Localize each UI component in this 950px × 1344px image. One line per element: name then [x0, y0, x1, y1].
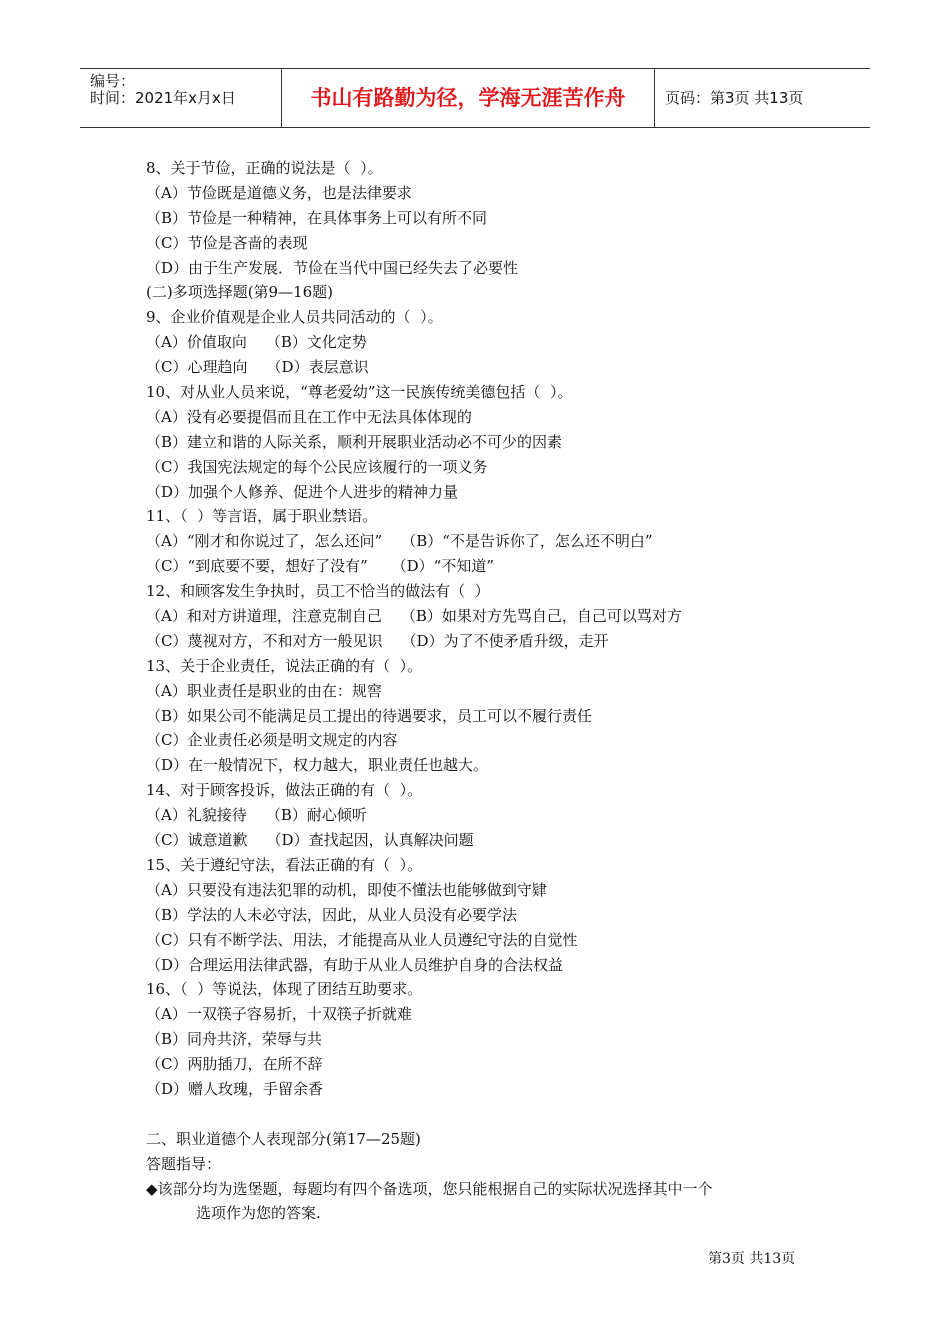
blank-line	[146, 1102, 846, 1127]
option-text: （C）企业责任必须是明文规定的内容	[146, 731, 398, 750]
question-text: 13、关于企业责任，说法正确的有（ ）。	[146, 656, 423, 675]
question-text: 16、（ ）等说法，体现了团结互助要求。	[146, 980, 423, 999]
option-text: （B）建立和谐的人际关系，顺利开展职业活动必不可少的因素	[146, 432, 563, 451]
document-body	[146, 156, 846, 1226]
option-text: （C）心理趋向 （D）表层意识	[146, 358, 369, 377]
option-text: （C）诚意道歉 （D）查找起因，认真解决问题	[146, 831, 474, 850]
question-text: 14、对于顾客投诉，做法正确的有（ ）。	[146, 781, 423, 800]
option-text: （A）价值取向 （B）文化定势	[146, 333, 367, 352]
question-text: 9、企业价值观是企业人员共同活动的（ ）。	[146, 308, 443, 327]
option-text: （B）同舟共济，荣辱与共	[146, 1030, 323, 1049]
option-text: （B）学法的人未必守法，因此，从业人员没有必要学法	[146, 905, 518, 924]
option-text: （D）由于生产发展．节俭在当代中国已经失去了必要性	[146, 258, 519, 277]
header-motto: 书山有路勤为径，学海无涯苦作舟	[281, 69, 655, 128]
question-text: 11、（ ）等言语，属于职业禁语。	[146, 507, 378, 526]
option-text: （A）只要没有违法犯罪的动机，即使不懂法也能够做到守肄	[146, 880, 547, 899]
option-text: （C）两肋插刀，在所不辞	[146, 1055, 323, 1074]
option-text: （A）没有必要提倡而且在工作中无法具体体现的	[146, 407, 472, 426]
question-text: 8、关于节俭，正确的说法是（ ）。	[146, 159, 383, 177]
option-text: （C）节俭是吝啬的表现	[146, 233, 308, 252]
option-text: （A）和对方讲道理，注意克制自己 （B）如果对方先骂自己，自己可以骂对方	[146, 607, 682, 626]
guide-label: 答题指导：	[146, 1154, 222, 1173]
document-date: 时间：2021年x月x日	[90, 89, 236, 107]
option-text: （C）只有不断学法、用法，才能提高从业人员遵纪守法的自觉性	[146, 930, 578, 949]
page-footer: 第3页 共13页	[708, 1251, 796, 1267]
document-number-label: 编号：	[90, 72, 136, 90]
question-text: 15、关于遵纪守法，看法正确的有（ ）。	[146, 855, 423, 874]
option-text: （A）节俭既是道德义务，也是法律要求	[146, 183, 412, 202]
section-heading: 二、职业道德个人表现部分(第17—25题)	[146, 1129, 421, 1148]
option-text: （D）加强个人修养、促进个人进步的精神力量	[146, 482, 459, 501]
question-text: 10、对从业人员来说，“尊老爱幼”这一民族传统美德包括（ ）。	[146, 383, 573, 402]
bullet-instruction: ◆该部分均为选堡题，每题均有四个备选项，您只能根据自己的实际状况选择其中一个	[146, 1179, 713, 1198]
option-text: （A）一双筷子容易折，十双筷子折就难	[146, 1005, 412, 1024]
option-text: （A）“刚才和你说过了，怎么还问” （B）“不是告诉你了，怎么还不明白”	[146, 532, 653, 551]
option-text: （C）蔑视对方，不和对方一般见识 （D）为了不使矛盾升级，走开	[146, 631, 609, 650]
option-text: （A）职业责任是职业的由在：规窖	[146, 681, 382, 700]
option-text: （D）合理运用法律武器，有助于从业人员维护自身的合法权益	[146, 955, 564, 974]
option-text: （C）“到底要不要，想好了没有” （D）“不知道”	[146, 557, 495, 576]
header-info	[80, 69, 281, 128]
page-header	[80, 68, 870, 128]
option-text: （C）我国宪法规定的每个公民应该履行的一项义务	[146, 457, 488, 476]
option-text: （D）赠人玫瑰，手留余香	[146, 1079, 324, 1098]
option-text: （B）节俭是一种精神，在具体事务上可以有所不同	[146, 208, 488, 227]
subsection-heading: (二)多项选择题(第9—16题)	[146, 283, 334, 302]
header-page-info: 页码：第3页 共13页	[665, 89, 804, 107]
option-text: （B）如果公司不能满足员工提出的待遇要求，员工可以不履行责任	[146, 706, 593, 725]
bullet-continuation: 选项作为您的答案.	[196, 1204, 321, 1223]
question-text: 12、和顾客发生争执时，员工不恰当的做法有（ ）	[146, 582, 490, 601]
option-text: （A）礼貌接待 （B）耐心倾听	[146, 806, 367, 825]
option-text: （D）在一般情况下，权力越大，职业责任也越大。	[146, 756, 489, 775]
